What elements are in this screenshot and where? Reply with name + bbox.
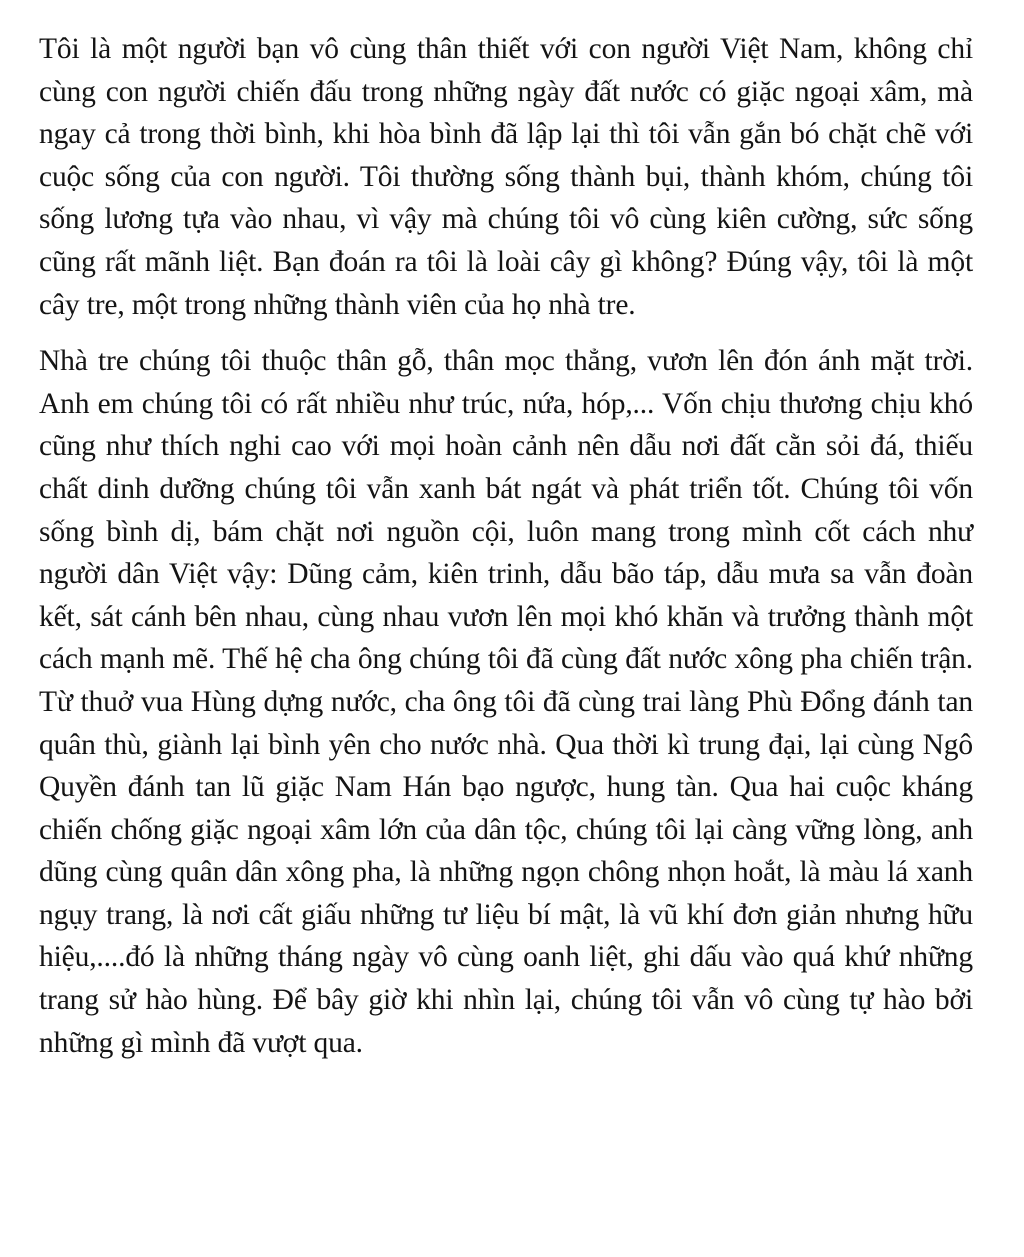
paragraph-intro: Tôi là một người bạn vô cùng thân thiết với con người Việt Nam, không chỉ cùng con người chiến đấu trong những ngày đất nước có giặc ngoại xâm, mà ngay cả trong thời bình, khi hòa bình đã lập lại thì tôi vẫn gắn bó chặt chẽ với cuộc sống của con người. Tôi thường sống thành bụi, thành khóm, chúng tôi sống lương tựa vào nhau, vì vậy mà chúng tôi vô cùng kiên cường, sức sống cũng rất mãnh liệt. Bạn đoán ra tôi là loài cây gì không? Đúng vậy, tôi là một cây tre, một trong những thành viên của họ nhà tre. xyxy=(39,33,973,321)
paragraph-body: Nhà tre chúng tôi thuộc thân gỗ, thân mọc thẳng, vươn lên đón ánh mặt trời. Anh em chúng tôi có rất nhiều như trúc, nứa, hóp,... Vốn chịu thương chịu khó cũng như thích nghi cao với mọi hoàn cảnh nên dẫu nơi đất cằn sỏi đá, thiếu chất dinh dưỡng chúng tôi vẫn xanh bát ngát và phát triển tốt. Chúng tôi vốn sống bình dị, bám chặt nơi nguồn cội, luôn mang trong mình cốt cách như người dân Việt vậy: Dũng cảm, kiên trinh, dẫu bão táp, dẫu mưa sa vẫn đoàn kết, sát cánh bên nhau, cùng nhau vươn lên mọi khó khăn và trưởng thành một cách mạnh mẽ. Thế hệ cha ông chúng tôi đã cùng đất nước xông pha chiến trận. Từ thuở vua Hùng dựng nước, cha ông tôi đã cùng trai làng Phù Đổng đánh tan quân thù, giành lại bình yên cho nước nhà. Qua thời kì trung đại, lại cùng Ngô Quyền đánh tan lũ giặc Nam Hán bạo ngược, hung tàn. Qua hai cuộc kháng chiến chống giặc ngoại xâm lớn của dân tộc, chúng tôi lại càng vững lòng, anh dũng cùng quân dân xông pha, là những ngọn chông nhọn hoắt, là màu lá xanh ngụy trang, là nơi cất giấu những tư liệu bí mật, là vũ khí đơn giản nhưng hữu hiệu,....đó là những tháng ngày vô cùng oanh liệt, ghi dấu vào quá khứ những trang sử hào hùng. Để bây giờ khi nhìn lại, chúng tôi vẫn vô cùng tự hào bởi những gì mình đã vượt qua. xyxy=(39,345,973,1059)
document-page xyxy=(39,28,973,1064)
